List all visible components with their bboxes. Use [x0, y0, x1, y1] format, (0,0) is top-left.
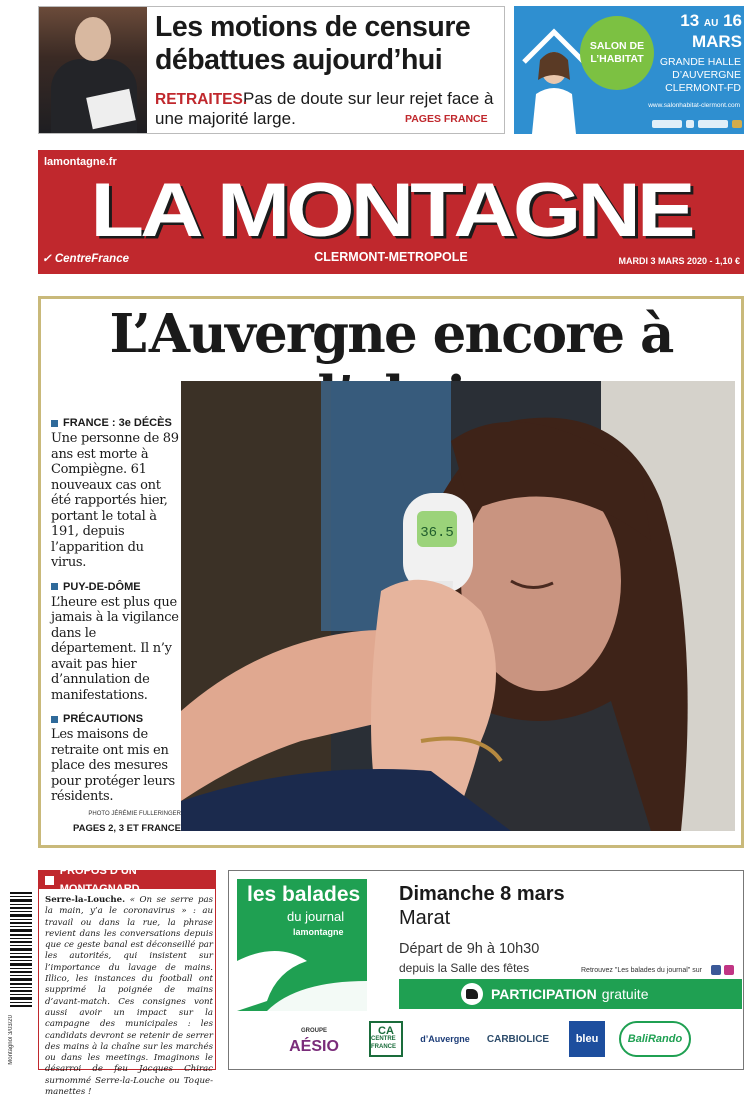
barcode-info: Montagnol 3/03/20	[8, 1015, 14, 1065]
balades-find: Retrouvez "Les balades du journal" sur	[581, 967, 702, 974]
story-sidebar	[51, 417, 181, 815]
participation-bar: PARTICIPATION gratuite	[399, 979, 742, 1009]
section-precautions-label: PRÉCAUTIONS	[51, 713, 181, 725]
issue-date-price: MARDI 3 MARS 2020 - 1,10 €	[618, 256, 740, 266]
facebook-icon[interactable]	[711, 965, 721, 975]
balades-ad[interactable]	[228, 870, 744, 1070]
sponsor-bleu-auvergne: d’Auvergne	[420, 1034, 470, 1044]
promo-headline: Les motions de censure débattues aujourd’hui	[155, 11, 471, 76]
balades-time: Départ de 9h à 10h30	[399, 941, 540, 957]
masthead	[38, 150, 744, 274]
sponsor-carbiolice: CARBIOLICE	[486, 1033, 550, 1045]
car-icon	[461, 983, 483, 1005]
section-precautions-body: Les maisons de retraite ont mis en place des mesures pour protéger leurs résidents.	[51, 727, 175, 804]
balades-from: depuis la Salle des fêtes	[399, 961, 530, 975]
thermometer-reading: 36.5	[420, 525, 454, 541]
propos-text: Serre-la-Louche. « On se serre pas la main, y’a le coronavirus » : au travail ou dans la rue, la phrase revient dans les conversations depuis que ce geste banal est déconseillé par les autorités, qui insistent sur l’importance du lavage de mains. Illico, les instances du football ont supprimé la poignée de mains d’avant-match. Ces consignes vont aussi avoir un impact sur la campagne des municipales : les candidats devront se retenir de serrer des mains à la chaîne sur les marchés ou dans les meetings. Imaginons le désarroi de feu Jacques Chirac surnommé Serre-la-Louche ou Toque-manettes !	[45, 895, 214, 1098]
story-pages: PAGES 2, 3 ET FRANCE	[72, 823, 181, 834]
propos-column[interactable]	[38, 865, 216, 1098]
path-curve-icon	[237, 941, 367, 1011]
sponsor-centre-france: CA CENTRE FRANCE	[369, 1021, 403, 1057]
salon-circle: SALON DE L’HABITAT	[580, 16, 654, 90]
centre-france-logo: ✓ CentreFrance	[42, 253, 129, 265]
section-france-body: Une personne de 89 ans est morte à Compiègne. 61 nouveaux cas ont été rapportés hier, portant le total à 191, depuis l’apparition du virus.	[51, 431, 179, 570]
salon-venue: GRANDE HALLE D’AUVERGNE CLERMONT-FD	[659, 56, 741, 94]
salon-habitat-ad[interactable]	[514, 6, 744, 134]
promo-subhead: Pas de doute sur leur rejet face à une majorité large.	[155, 89, 494, 128]
thermometer-photo	[181, 381, 735, 831]
promo-kicker: RETRAITES.	[155, 91, 248, 108]
propos-header: PROPOS D’UN MONTAGNARD	[39, 871, 215, 889]
social-icons[interactable]	[711, 965, 734, 975]
sponsor-aesio: GROUPE AÉSIO	[289, 1028, 339, 1055]
sponsor-balirando: BaliRando	[619, 1021, 691, 1057]
site-url[interactable]: lamontagne.fr	[44, 156, 117, 168]
newspaper-title: LA MONTAGNE	[90, 167, 692, 253]
sponsor-france-bleu: bleu	[569, 1021, 605, 1057]
salon-sponsor-logos	[614, 118, 742, 130]
section-france-label: FRANCE : 3e DÉCÈS	[51, 417, 181, 429]
section-puy-label: PUY-DE-DÔME	[51, 581, 181, 593]
photo-credit: PHOTO JÉRÉMIE FULLERINGER	[88, 811, 181, 817]
main-story[interactable]	[38, 296, 744, 848]
salon-dates: 13 AU 16 MARS	[680, 11, 742, 51]
edition-name: CLERMONT-METROPOLE	[314, 250, 468, 264]
promo-pages: PAGES FRANCE	[405, 113, 488, 125]
instagram-icon[interactable]	[724, 965, 734, 975]
section-puy-body: L’heure est plus que jamais à la vigilance dans le département. Il n’y avait pas hier d’annulation de manifestations.	[51, 594, 179, 703]
politician-photo	[39, 7, 147, 133]
salon-url[interactable]: www.salonhabitat-clermont.com	[648, 102, 740, 109]
balades-day: Dimanche 8 mars	[399, 883, 565, 905]
barcode	[10, 890, 32, 1010]
balades-place: Marat	[399, 907, 451, 929]
main-headline: L’Auvergne encore à	[109, 303, 673, 365]
balades-logo: les balades du journal lamontagne	[237, 879, 367, 1011]
promo-censure[interactable]	[38, 6, 505, 134]
